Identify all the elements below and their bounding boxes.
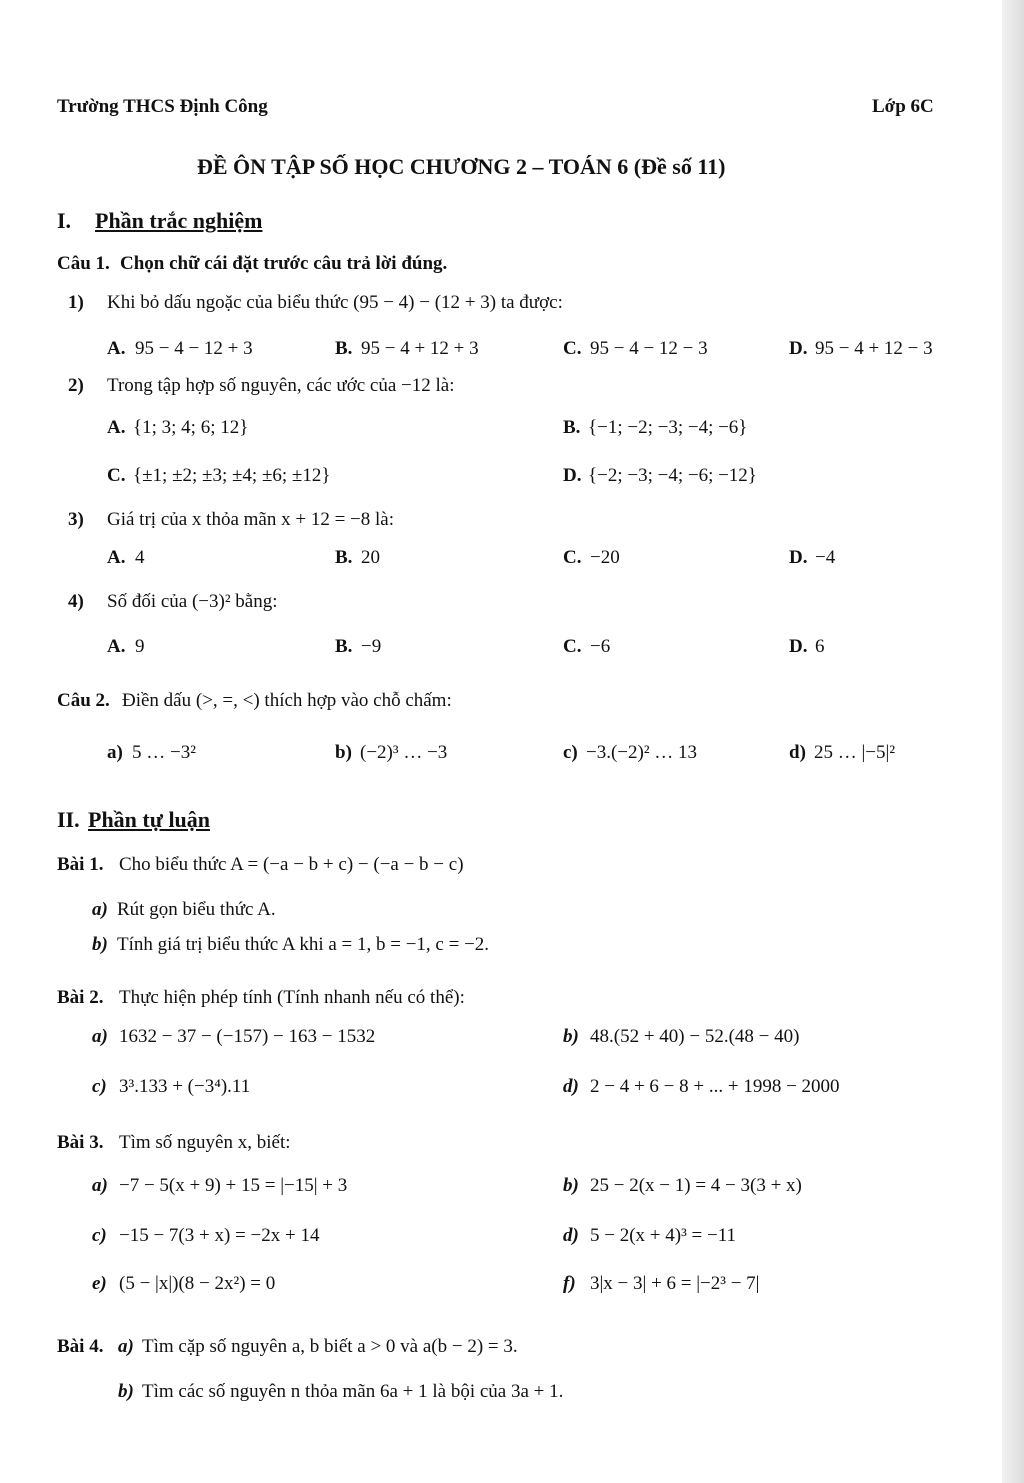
q1-item3-option-c: −20 — [590, 547, 620, 568]
bai2-item-a: 1632 − 37 − (−157) − 163 − 1532 — [119, 1026, 376, 1047]
school-name: Trường THCS Định Công — [57, 96, 268, 117]
bai3-item-e: (5 − |x|)(8 − 2x²) = 0 — [119, 1273, 276, 1294]
bai4-label: Bài 4. — [57, 1336, 104, 1357]
q1-item1-number: 1) — [68, 292, 84, 313]
q1-item2-text: Trong tập hợp số nguyên, các ước của −12 là: — [107, 375, 455, 396]
q1-item2-option-d: {−2; −3; −4; −6; −12} — [588, 465, 757, 486]
q2-item-b-label: b) — [335, 742, 352, 763]
q1-item3-option-c-label: C. — [563, 547, 582, 568]
bai1-item-a-label: a) — [92, 899, 108, 920]
q1-item1-option-c-label: C. — [563, 338, 582, 359]
bai3-item-f-label: f) — [563, 1273, 576, 1294]
bai3-item-c: −15 − 7(3 + x) = −2x + 14 — [119, 1225, 320, 1246]
q1-item3-option-b: 20 — [361, 547, 380, 568]
q2-item-c: −3.(−2)² … 13 — [586, 742, 698, 763]
q2-label: Câu 2. — [57, 690, 110, 711]
q1-item3-option-a: 4 — [135, 547, 145, 568]
bai4-item-a-label: a) — [118, 1336, 134, 1357]
bai3-item-e-label: e) — [92, 1273, 107, 1294]
bai2-item-d-label: d) — [563, 1076, 579, 1097]
bai2-prompt: Thực hiện phép tính (Tính nhanh nếu có thể): — [119, 987, 465, 1008]
q1-item4-option-b: −9 — [361, 636, 382, 657]
bai4-item-b-label: b) — [118, 1381, 134, 1402]
part1-heading: Phần trắc nghiệm — [95, 208, 263, 233]
bai4-item-b: Tìm các số nguyên n thỏa mãn 6a + 1 là bội của 3a + 1. — [142, 1381, 564, 1402]
q1-item2-option-c-label: C. — [107, 465, 126, 486]
q1-label: Câu 1. — [57, 253, 110, 274]
bai2-item-b: 48.(52 + 40) − 52.(48 − 40) — [590, 1026, 800, 1047]
q1-item1-option-b-label: B. — [335, 338, 353, 359]
q1-item1-option-a-label: A. — [107, 338, 126, 359]
q2-prompt: Điền dấu (>, =, <) thích hợp vào chỗ chấm: — [122, 690, 452, 711]
bai4-item-a: Tìm cặp số nguyên a, b biết a > 0 và a(b − 2) = 3. — [142, 1336, 518, 1357]
bai1-label: Bài 1. — [57, 854, 104, 875]
bai1-item-b-label: b) — [92, 934, 108, 955]
q1-item4-text: Số đối của (−3)² bằng: — [107, 591, 278, 612]
bai3-label: Bài 3. — [57, 1132, 104, 1153]
q1-item1-text: Khi bỏ dấu ngoặc của biểu thức (95 − 4) − (12 + 3) ta được: — [107, 292, 563, 313]
q2-item-a-label: a) — [107, 742, 123, 763]
part2-heading-number: II. — [57, 807, 80, 832]
q1-item4-option-c: −6 — [590, 636, 611, 657]
bai3-item-d: 5 − 2(x + 4)³ = −11 — [590, 1225, 737, 1246]
class-label: Lớp 6C — [872, 96, 934, 117]
page-title: ĐỀ ÔN TẬP SỐ HỌC CHƯƠNG 2 – TOÁN 6 (Đề số 11) — [197, 154, 726, 179]
q1-item4-option-a-label: A. — [107, 636, 126, 657]
bai1-item-a: Rút gọn biểu thức A. — [117, 899, 276, 920]
q1-item1-option-d-label: D. — [789, 338, 808, 359]
q1-item4-option-a: 9 — [135, 636, 145, 657]
bai2-item-c-label: c) — [92, 1076, 107, 1097]
q1-item1-option-d: 95 − 4 + 12 − 3 — [815, 338, 933, 359]
bai2-item-b-label: b) — [563, 1026, 579, 1047]
q1-item1-option-b: 95 − 4 + 12 + 3 — [361, 338, 479, 359]
q1-item1-option-a: 95 − 4 − 12 + 3 — [135, 338, 253, 359]
bai3-item-a: −7 − 5(x + 9) + 15 = |−15| + 3 — [119, 1175, 348, 1196]
q1-item4-option-d: 6 — [815, 636, 825, 657]
q1-item2-option-a: {1; 3; 4; 6; 12} — [133, 417, 249, 438]
q1-item3-number: 3) — [68, 509, 84, 530]
bai3-item-b: 25 − 2(x − 1) = 4 − 3(3 + x) — [590, 1175, 802, 1196]
bai3-item-f: 3|x − 3| + 6 = |−2³ − 7| — [590, 1273, 760, 1294]
part1-heading-number: I. — [57, 208, 72, 233]
bai2-label: Bài 2. — [57, 987, 104, 1008]
q1-item3-option-a-label: A. — [107, 547, 126, 568]
q1-item2-option-a-label: A. — [107, 417, 126, 438]
bai2-item-a-label: a) — [92, 1026, 108, 1047]
q2-item-d: 25 … |−5|² — [814, 742, 896, 763]
q1-item3-option-b-label: B. — [335, 547, 353, 568]
q1-item4-option-b-label: B. — [335, 636, 353, 657]
bai1-prompt: Cho biểu thức A = (−a − b + c) − (−a − b − c) — [119, 854, 464, 875]
q1-item2-option-d-label: D. — [563, 465, 582, 486]
q2-item-c-label: c) — [563, 742, 578, 763]
q1-item4-number: 4) — [68, 591, 84, 612]
bai3-item-d-label: d) — [563, 1225, 579, 1246]
q2-item-d-label: d) — [789, 742, 806, 763]
page-edge-shadow — [1002, 0, 1024, 1483]
bai3-prompt: Tìm số nguyên x, biết: — [119, 1132, 291, 1153]
q1-item3-text: Giá trị của x thỏa mãn x + 12 = −8 là: — [107, 509, 394, 530]
q2-item-a: 5 … −3² — [132, 742, 196, 763]
q2-item-b: (−2)³ … −3 — [360, 742, 448, 763]
q1-item3-option-d-label: D. — [789, 547, 808, 568]
bai3-item-c-label: c) — [92, 1225, 107, 1246]
part2-heading: Phần tự luận — [88, 807, 211, 832]
q1-prompt: Chọn chữ cái đặt trước câu trả lời đúng. — [120, 253, 448, 274]
q1-item2-option-b: {−1; −2; −3; −4; −6} — [588, 417, 748, 438]
bai2-item-c: 3³.133 + (−3⁴).11 — [119, 1076, 251, 1097]
bai3-item-b-label: b) — [563, 1175, 579, 1196]
q1-item2-option-b-label: B. — [563, 417, 581, 438]
q1-item4-option-d-label: D. — [789, 636, 808, 657]
q1-item3-option-d: −4 — [815, 547, 836, 568]
q1-item4-option-c-label: C. — [563, 636, 582, 657]
bai2-item-d: 2 − 4 + 6 − 8 + ... + 1998 − 2000 — [590, 1076, 840, 1097]
q1-item2-number: 2) — [68, 375, 84, 396]
bai1-item-b: Tính giá trị biểu thức A khi a = 1, b = −1, c = −2. — [117, 934, 490, 955]
bai3-item-a-label: a) — [92, 1175, 108, 1196]
q1-item2-option-c: {±1; ±2; ±3; ±4; ±6; ±12} — [133, 465, 331, 486]
q1-item1-option-c: 95 − 4 − 12 − 3 — [590, 338, 708, 359]
